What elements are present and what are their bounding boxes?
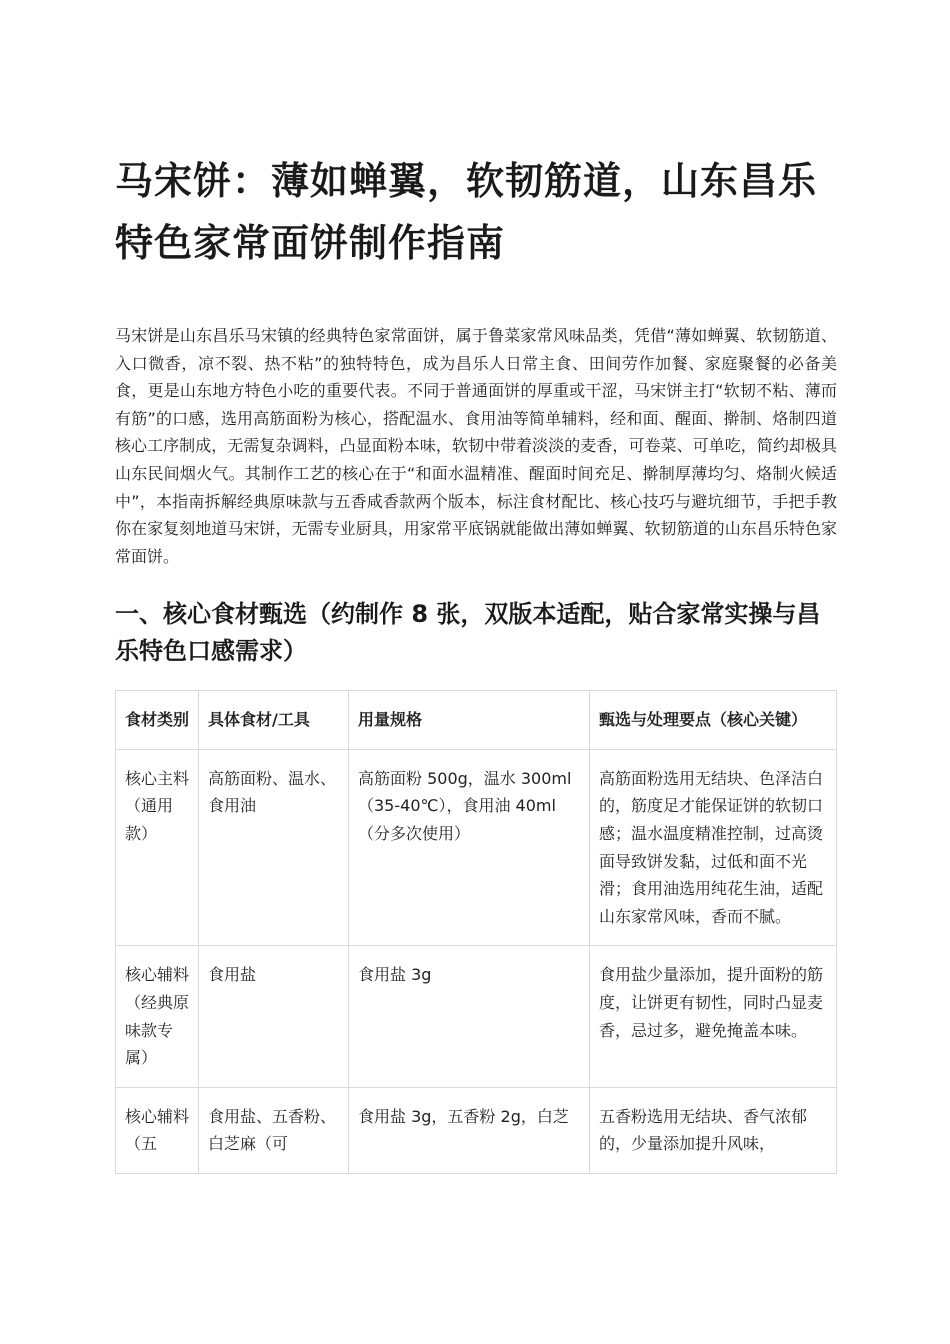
section-heading-ingredients: 一、核心食材甄选（约制作 8 张，双版本适配，贴合家常实操与昌乐特色口感需求） [115,600,821,666]
header-notes: 甄选与处理要点（核心关键） [590,691,837,750]
document-page [115,150,837,1174]
cell-notes: 食用盐少量添加，提升面粉的筋度，让饼更有韧性，同时凸显麦香，忌过多，避免掩盖本味。 [590,946,837,1087]
table-header-row [116,691,837,750]
ingredient-table [115,690,837,1174]
table-row [116,1087,837,1173]
header-amount: 用量规格 [349,691,590,750]
cell-items: 食用盐、五香粉、白芝麻（可 [199,1087,349,1173]
cell-category: 核心主料（通用款） [116,749,199,946]
cell-items: 食用盐 [199,946,349,1087]
document-title: 马宋饼：薄如蝉翼，软韧筋道，山东昌乐特色家常面饼制作指南 [115,159,818,265]
cell-notes: 五香粉选用无结块、香气浓郁的，少量添加提升风味， [590,1087,837,1173]
cell-amount: 食用盐 3g [349,946,590,1087]
cell-amount: 高筋面粉 500g，温水 300ml（35-40℃），食用油 40ml（分多次使用） [349,749,590,946]
intro-paragraph: 马宋饼是山东昌乐马宋镇的经典特色家常面饼，属于鲁菜家常风味品类，凭借“薄如蝉翼、软韧筋道、入口微香，凉不裂、热不粘”的独特特色，成为昌乐人日常主食、田间劳作加餐、家庭聚餐的必备美食，更是山东地方特色小吃的重要代表。不同于普通面饼的厚重或干涩，马宋饼主打“软韧不粘、薄而有筋”的口感，选用高筋面粉为核心，搭配温水、食用油等简单辅料，经和面、醒面、擀制、烙制四道核心工序制成，无需复杂调料，凸显面粉本味，软韧中带着淡淡的麦香，可卷菜、可单吃，简约却极具山东民间烟火气。其制作工艺的核心在于“和面水温精准、醒面时间充足、擀制厚薄均匀、烙制火候适中”，本指南拆解经典原味款与五香咸香款两个版本，标注食材配比、核心技巧与避坑细节，手把手教你在家复刻地道马宋饼，无需专业厨具，用家常平底锅就能做出薄如蝉翼、软韧筋道的山东昌乐特色家常面饼。 [115,326,837,566]
cell-category: 核心辅料（五 [116,1087,199,1173]
table-row [116,946,837,1087]
cell-notes: 高筋面粉选用无结块、色泽洁白的，筋度足才能保证饼的软韧口感；温水温度精准控制，过高烫面导致饼发黏，过低和面不光滑；食用油选用纯花生油，适配山东家常风味，香而不腻。 [590,749,837,946]
header-items: 具体食材/工具 [199,691,349,750]
cell-amount: 食用盐 3g，五香粉 2g，白芝 [349,1087,590,1173]
cell-category: 核心辅料（经典原味款专属） [116,946,199,1087]
cell-items: 高筋面粉、温水、食用油 [199,749,349,946]
header-category: 食材类别 [116,691,199,750]
table-row [116,749,837,946]
